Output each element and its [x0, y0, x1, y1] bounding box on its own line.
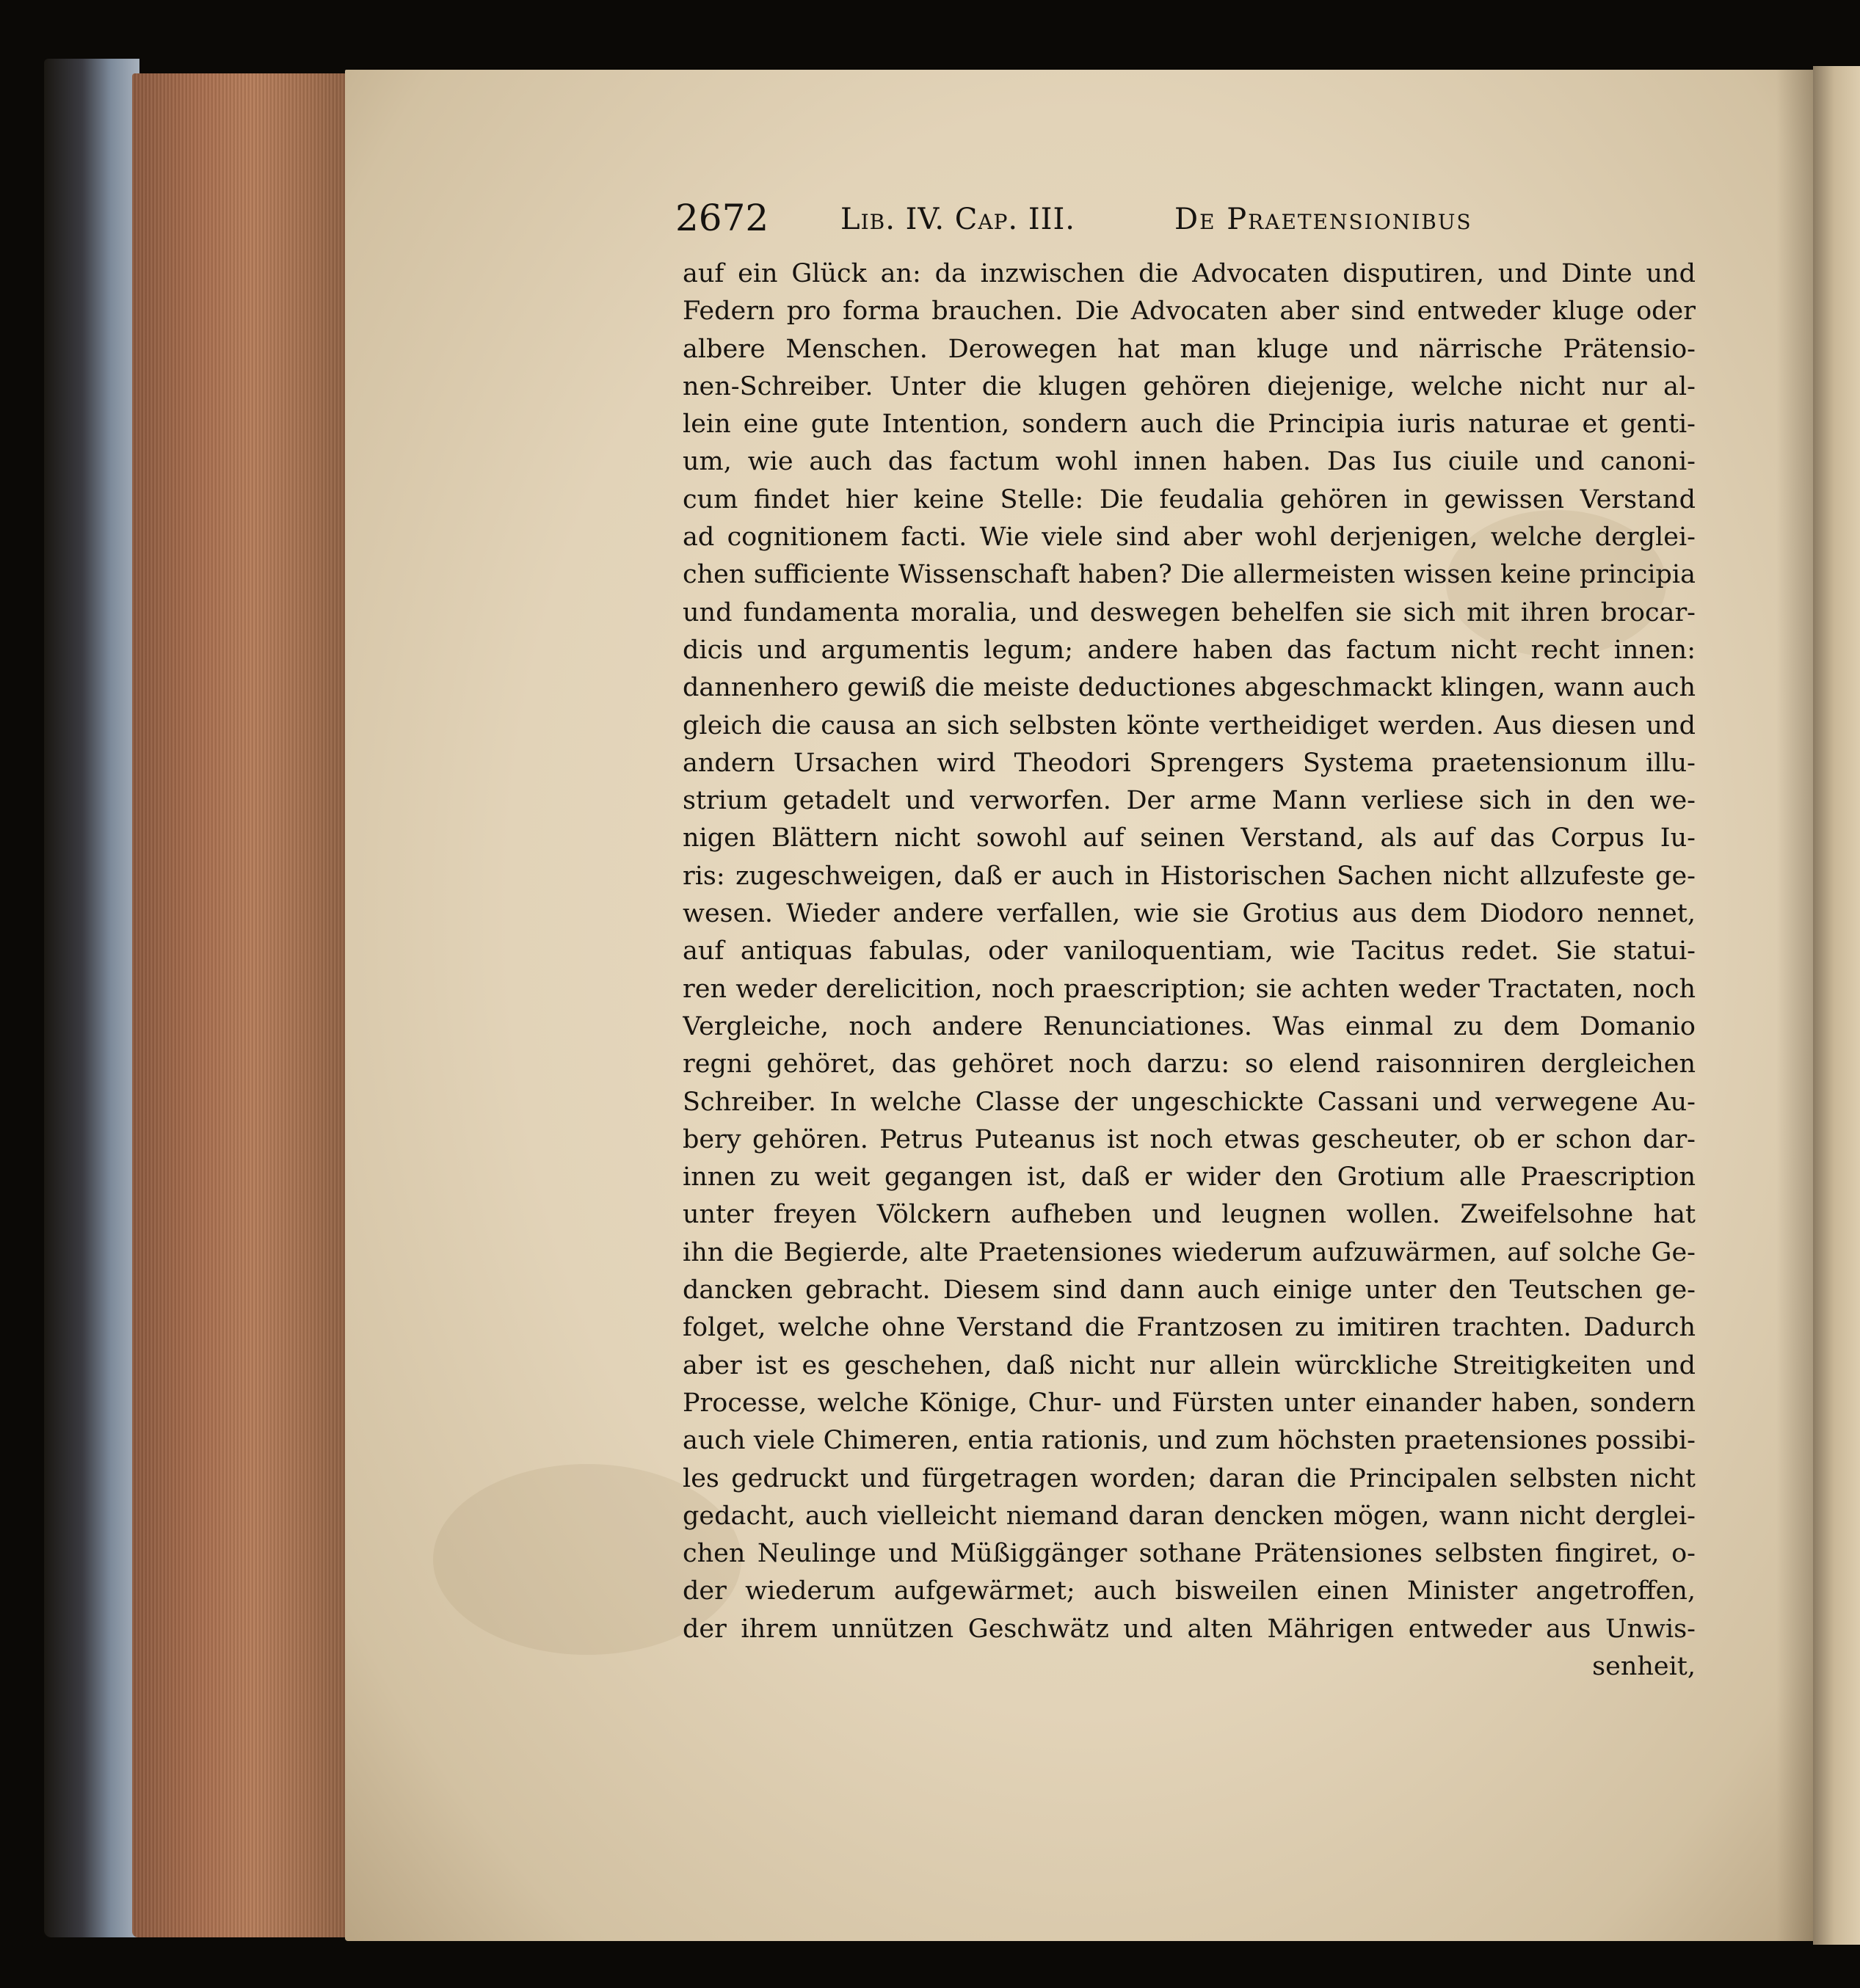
text-line: Schreiber. In welche Classe der ungeschickte Cassani und verwegene Au-	[683, 1087, 1696, 1117]
text-line: und fundamenta moralia, und deswegen behelfen sie sich mit ihren brocar-	[683, 597, 1696, 627]
text-line: ihn die Begierde, alte Praetensiones wiederum aufzuwärmen, auf solche Ge-	[683, 1237, 1696, 1267]
page-number: 2672	[675, 197, 769, 239]
text-line: strium getadelt und verworfen. Der arme Mann verliese sich in den we-	[683, 786, 1696, 816]
text-line: Processe, welche Könige, Chur- und Fürsten unter einander haben, sondern	[683, 1388, 1696, 1418]
text-line: der wiederum aufgewärmet; auch bisweilen einen Minister angetroffen,	[683, 1576, 1696, 1606]
text-line: folget, welche ohne Verstand die Frantzosen zu imitiren trachten. Dadurch	[683, 1313, 1696, 1343]
text-line: cum findet hier keine Stelle: Die feudalia gehören in gewissen Verstand	[683, 484, 1696, 514]
body-text	[683, 255, 1696, 1686]
book-chapter-label: Lib. IV. Cap. III.	[840, 203, 1075, 236]
catchword: senheit,	[1592, 1651, 1696, 1681]
text-line: dicis und argumentis legum; andere haben das factum nicht recht innen:	[683, 635, 1696, 665]
text-line: ad cognitionem facti. Wie viele sind aber wohl derjenigen, welche derglei-	[683, 523, 1696, 553]
text-line: lein eine gute Intention, sondern auch die Principia iuris naturae et genti-	[683, 409, 1696, 440]
text-line: dannenhero gewiß die meiste deductiones abgeschmackt klingen, wann auch	[683, 673, 1696, 703]
page-fore-edge	[132, 73, 352, 1937]
text-line: albere Menschen. Derowegen hat man kluge und närrische Prätensio-	[683, 334, 1696, 364]
text-line: gleich die causa an sich selbsten könte vertheidiget werden. Aus diesen und	[683, 710, 1696, 740]
text-line: aber ist es geschehen, daß nicht nur allein würckliche Streitigkeiten und	[683, 1350, 1696, 1380]
text-line: chen sufficiente Wissenschaft haben? Die allermeisten wissen keine principia	[683, 560, 1696, 590]
text-line: les gedruckt und fürgetragen worden; daran die Principalen selbsten nicht	[683, 1463, 1696, 1493]
running-header	[675, 197, 1703, 248]
text-line: auf ein Glück an: da inzwischen die Advocaten disputiren, und Dinte und	[683, 259, 1696, 288]
text-line: Federn pro forma brauchen. Die Advocaten aber sind entweder kluge oder	[683, 296, 1696, 327]
text-line: andern Ursachen wird Theodori Sprengers Systema praetensionum illu-	[683, 748, 1696, 778]
text-line: auf antiquas fabulas, oder vaniloquentiam, wie Tacitus redet. Sie statui-	[683, 936, 1696, 966]
text-line: gedacht, auch vielleicht niemand daran dencken mögen, wann nicht derglei-	[683, 1501, 1696, 1531]
text-line: um, wie auch das factum wohl innen haben. Das Ius ciuile und canoni-	[683, 447, 1696, 477]
text-line: nigen Blättern nicht sowohl auf seinen Verstand, als auf das Corpus Iu-	[683, 823, 1696, 853]
text-line: chen Neulinge und Müßiggänger sothane Prätensiones selbsten fingiret, o-	[683, 1539, 1696, 1569]
text-line: nen-Schreiber. Unter die klugen gehören diejenige, welche nicht nur al-	[683, 371, 1696, 401]
text-line: regni gehöret, das gehöret noch darzu: so elend raisonniren dergleichen	[683, 1049, 1696, 1079]
next-page-edge	[1813, 66, 1860, 1945]
text-line: dancken gebracht. Diesem sind dann auch einige unter den Teutschen ge-	[683, 1275, 1696, 1306]
running-title: De Praetensionibus	[1174, 203, 1472, 236]
text-line: auch viele Chimeren, entia rationis, und zum höchsten praetensiones possibi-	[683, 1426, 1696, 1456]
text-line: ren weder derelicition, noch praescription; sie achten weder Tractaten, noch	[683, 974, 1696, 1004]
text-line: bery gehören. Petrus Puteanus ist noch etwas gescheuter, ob er schon dar-	[683, 1124, 1696, 1154]
book-cover-edge	[44, 59, 139, 1937]
text-line: unter freyen Völckern aufheben und leugnen wollen. Zweifelsohne hat	[683, 1200, 1696, 1230]
text-line: der ihrem unnützen Geschwätz und alten Mährigen entweder aus Unwis-	[683, 1614, 1696, 1644]
text-line: innen zu weit gegangen ist, daß er wider den Grotium alle Praescription	[683, 1162, 1696, 1193]
text-line: wesen. Wieder andere verfallen, wie sie Grotius aus dem Diodoro nennet,	[683, 899, 1696, 929]
text-line: Vergleiche, noch andere Renunciationes. Was einmal zu dem Domanio	[683, 1011, 1696, 1041]
text-line: ris: zugeschweigen, daß er auch in Historischen Sachen nicht allzufeste ge-	[683, 861, 1696, 891]
